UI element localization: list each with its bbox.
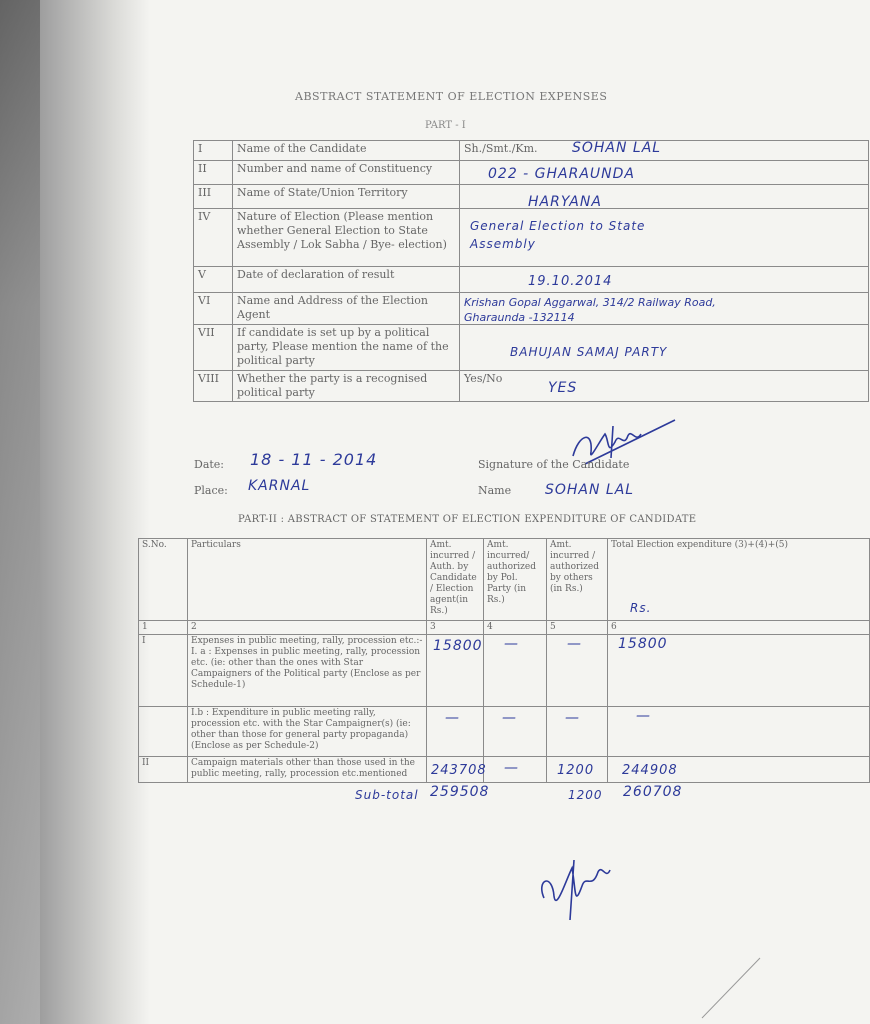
row-sno: [139, 707, 188, 757]
col-number: 2: [188, 621, 427, 635]
col-number: 3: [427, 621, 484, 635]
row-sno: II: [139, 757, 188, 783]
amount-value: 244908: [622, 763, 678, 778]
table-row: [194, 141, 869, 161]
table-header-row: [139, 539, 870, 621]
table-row: [194, 325, 869, 371]
signature-label: Signature of the Candidate: [478, 458, 630, 471]
election-agent-value: Krishan Gopal Aggarwal, 314/2 Railway Road, Gharaunda -132114: [464, 296, 716, 324]
row-number: I: [194, 141, 233, 161]
amount-cell: [547, 757, 608, 783]
document-page: [142, 0, 788, 1024]
col-header-candidate: Amt. incurred / Auth. by Candidate / Election agent(in Rs.): [427, 539, 484, 621]
subtotal-total: 260708: [623, 784, 683, 800]
amount-cell: [608, 757, 870, 783]
part-one-heading: PART - I: [425, 120, 466, 131]
amount-value: —: [567, 636, 582, 652]
table-row: [139, 707, 870, 757]
amount-value: 15800: [433, 638, 483, 654]
table-row: [194, 161, 869, 185]
yes-no-option: Yes/No: [464, 372, 503, 385]
amount-value: —: [504, 636, 519, 652]
col-number-row: [139, 621, 870, 635]
row-label: If candidate is set up by a political party, Please mention the name of the political party: [233, 325, 460, 371]
table-row: [139, 635, 870, 707]
row-value-cell: [460, 293, 869, 325]
subtotal-candidate: 259508: [430, 784, 490, 800]
col-header-total: [608, 539, 870, 621]
place-label: Place:: [194, 484, 228, 497]
row-label: Nature of Election (Please mention whether General Election to State Assembly / Lok Sabha / Bye- election): [233, 209, 460, 267]
part-one-table: [193, 140, 869, 402]
amount-value: 1200: [557, 763, 595, 778]
table-row: [194, 185, 869, 209]
amount-cell: [484, 707, 547, 757]
rs-note: Rs.: [630, 601, 652, 615]
recognised-party-value: YES: [548, 380, 578, 396]
row-value-cell: [460, 267, 869, 293]
row-value-cell: [460, 141, 869, 161]
row-label: Whether the party is a recognised political party: [233, 371, 460, 402]
scan-dark-edge: [0, 0, 40, 1024]
amount-value: —: [445, 710, 460, 726]
date-value: 18 - 11 - 2014: [250, 450, 378, 469]
col-number: 4: [484, 621, 547, 635]
candidate-initials-signature: [530, 850, 630, 930]
state-value: HARYANA: [528, 194, 602, 210]
amount-cell: [547, 635, 608, 707]
row-number: VI: [194, 293, 233, 325]
row-number: V: [194, 267, 233, 293]
row-label: Name of State/Union Territory: [233, 185, 460, 209]
title-prefix: Sh./Smt./Km.: [464, 142, 538, 155]
row-particulars: Expenses in public meeting, rally, procession etc.:- I. a : Expenses in public meeting, rally, procession etc. (ie: other than the ones with Star Campaigners of the Political party (Enclose as per Schedule-1): [188, 635, 427, 707]
col-header-others: Amt. incurred / authorized by others (in Rs.): [547, 539, 608, 621]
col-number: 5: [547, 621, 608, 635]
table-row: [194, 267, 869, 293]
row-value-cell: [460, 209, 869, 267]
document-header: ABSTRACT STATEMENT OF ELECTION EXPENSES: [295, 90, 608, 103]
col-number: 1: [139, 621, 188, 635]
amount-cell: [484, 635, 547, 707]
row-value-cell: [460, 325, 869, 371]
amount-value: 243708: [431, 763, 487, 778]
amount-value: —: [502, 710, 517, 726]
amount-cell: [608, 707, 870, 757]
row-sno: I: [139, 635, 188, 707]
row-particulars: Campaign materials other than those used in the public meeting, rally, procession etc.mentioned: [188, 757, 427, 783]
table-row: [194, 293, 869, 325]
row-particulars: I.b : Expenditure in public meeting rally, procession etc. with the Star Campaigner(s) (ie: other than those for general party propaganda) (Enclose as per Schedule-2): [188, 707, 427, 757]
table-row: [194, 371, 869, 402]
amount-cell: [608, 635, 870, 707]
amount-cell: [427, 757, 487, 783]
row-label: Date of declaration of result: [233, 267, 460, 293]
part-two-title: PART-II : ABSTRACT OF STATEMENT OF ELECTION EXPENDITURE OF CANDIDATE: [238, 514, 697, 525]
election-nature-value: General Election to State Assembly: [470, 219, 646, 251]
amount-value: —: [565, 710, 580, 726]
amount-cell: [427, 707, 484, 757]
subtotal-others: 1200: [568, 788, 603, 802]
col-header-sno: S.No.: [139, 539, 188, 621]
row-number: VII: [194, 325, 233, 371]
table-row: [194, 209, 869, 267]
amount-value: —: [636, 708, 651, 724]
amount-value: —: [504, 760, 519, 776]
amount-cell: [427, 635, 484, 707]
col-header-particulars: Particulars: [188, 539, 427, 621]
row-number: II: [194, 161, 233, 185]
row-value-cell: [460, 161, 869, 185]
col-number: 6: [608, 621, 870, 635]
row-value-cell: [460, 185, 869, 209]
row-number: VIII: [194, 371, 233, 402]
candidate-name: SOHAN LAL: [572, 140, 662, 156]
constituency-value: 022 - GHARAUNDA: [488, 166, 636, 182]
subtotal-label: Sub-total: [355, 788, 419, 802]
row-label: Name and Address of the Election Agent: [233, 293, 460, 325]
expenditure-table: [138, 538, 870, 783]
row-label: Number and name of Constituency: [233, 161, 460, 185]
col-header-party: Amt. incurred/ authorized by Pol. Party (in Rs.): [484, 539, 547, 621]
result-date-value: 19.10.2014: [528, 274, 613, 289]
place-value: KARNAL: [248, 478, 311, 494]
party-value: BAHUJAN SAMAJ PARTY: [510, 345, 668, 359]
name-label: Name: [478, 484, 512, 497]
row-label: Name of the Candidate: [233, 141, 460, 161]
amount-cell: [547, 707, 608, 757]
row-number: IV: [194, 209, 233, 267]
amount-value: 15800: [618, 636, 668, 652]
row-number: III: [194, 185, 233, 209]
table-row: [139, 757, 870, 783]
col-header-total-text: Total Election expenditure (3)+(4)+(5): [611, 540, 788, 550]
date-label: Date:: [194, 458, 225, 471]
amount-cell: [484, 757, 547, 783]
row-value-cell: [460, 371, 869, 402]
scan-corner-mark: [700, 950, 770, 1020]
name-value: SOHAN LAL: [545, 482, 635, 498]
